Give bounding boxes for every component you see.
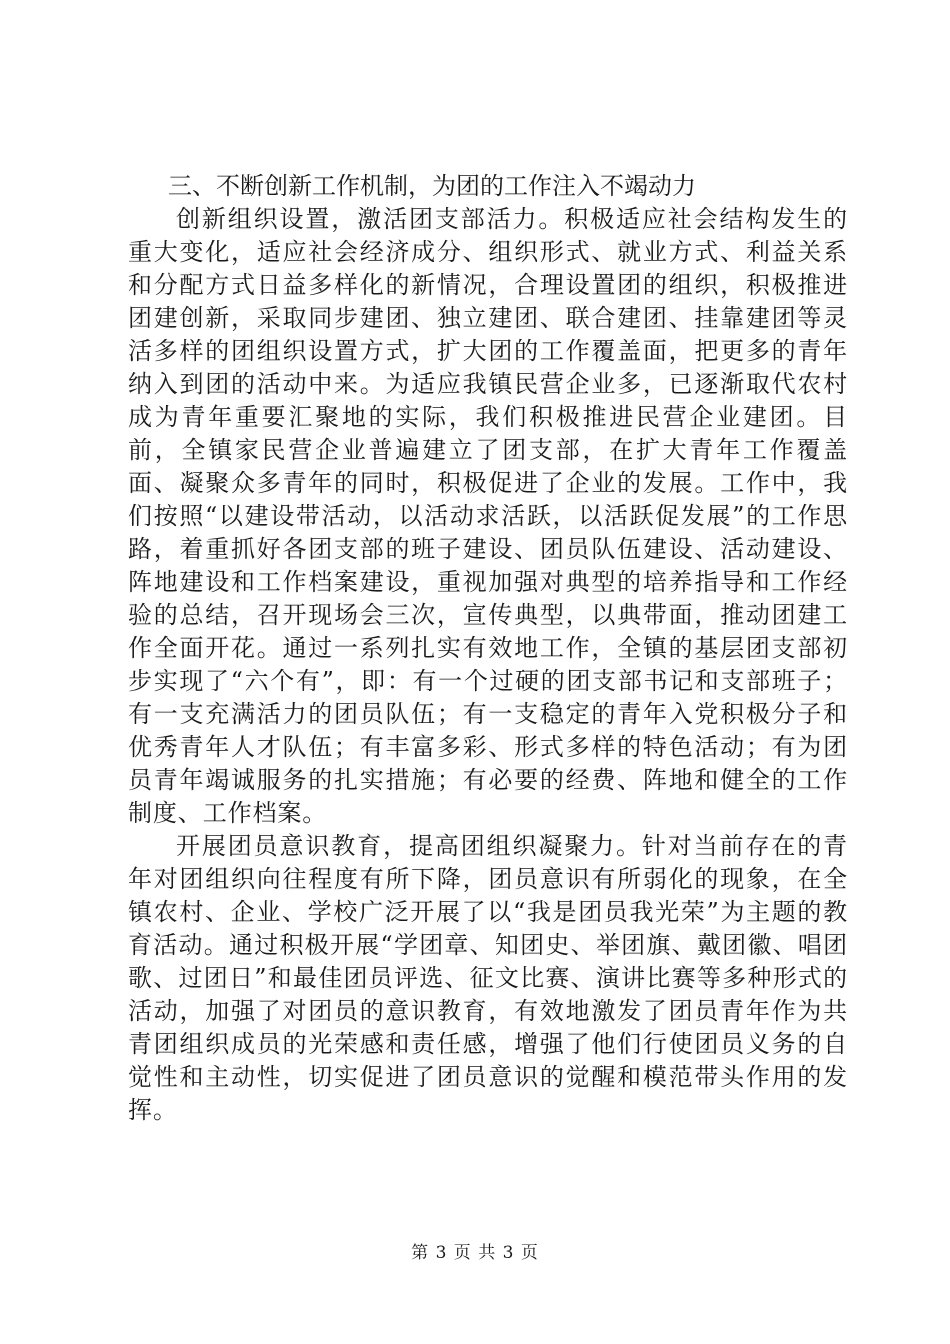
paragraph-organization-setup: 创新组织设置，激活团支部活力。积极适应社会结构发生的重大变化，适应社会经济成分、组织形式、就业方式、利益关系和分配方式日益多样化的新情况，合理设置团的组织，积极推进团建创新，采取同步建团、独立建团、联合建团、挂靠建团等灵活多样的团组织设置方式，扩大团的工作覆盖面，把更多的青年纳入到团的活动中来。为适应我镇民营企业多，已逐渐取代农村成为青年重要汇聚地的实际，我们积极推进民营企业建团。目前，全镇家民营企业普遍建立了团支部，在扩大青年工作覆盖面、凝聚众多青年的同时，积极促进了企业的发展。工作中，我们按照“以建设带活动，以活动求活跃，以活跃促发展”的工作思路，着重抓好各团支部的班子建设、团员队伍建设、活动建设、阵地建设和工作档案建设，重视加强对典型的培养指导和工作经验的总结，召开现场会三次，宣传典型，以典带面，推动团建工作全面开花。通过一系列扎实有效地工作，全镇的基层团支部初步实现了“六个有”，即：有一个过硬的团支部书记和支部班子；有一支充满活力的团员队伍；有一支稳定的青年入党积极分子和优秀青年人才队伍；有丰富多彩、形式多样的特色活动；有为团员青年竭诚服务的扎实措施；有必要的经费、阵地和健全的工作制度、工作档案。	[128, 205, 848, 827]
page-number-footer: 第 3 页 共 3 页	[411, 1243, 539, 1263]
document-body	[128, 170, 848, 1127]
section-heading: 三、不断创新工作机制，为团的工作注入不竭动力	[168, 172, 696, 200]
paragraph-member-education: 开展团员意识教育，提高团组织凝聚力。针对当前存在的青年对团组织向往程度有所下降，团员意识有所弱化的现象，在全镇农村、企业、学校广泛开展了以“我是团员我光荣”为主题的教育活动。通过积极开展“学团章、知团史、举团旗、戴团徽、唱团歌、过团日”和最佳团员评选、征文比赛、演讲比赛等多种形式的活动，加强了对团员的意识教育，有效地激发了团员青年作为共青团组织成员的光荣感和责任感，增强了他们行使团员义务的自觉性和主动性，切实促进了团员意识的觉醒和模范带头作用的发挥。	[128, 832, 848, 1124]
